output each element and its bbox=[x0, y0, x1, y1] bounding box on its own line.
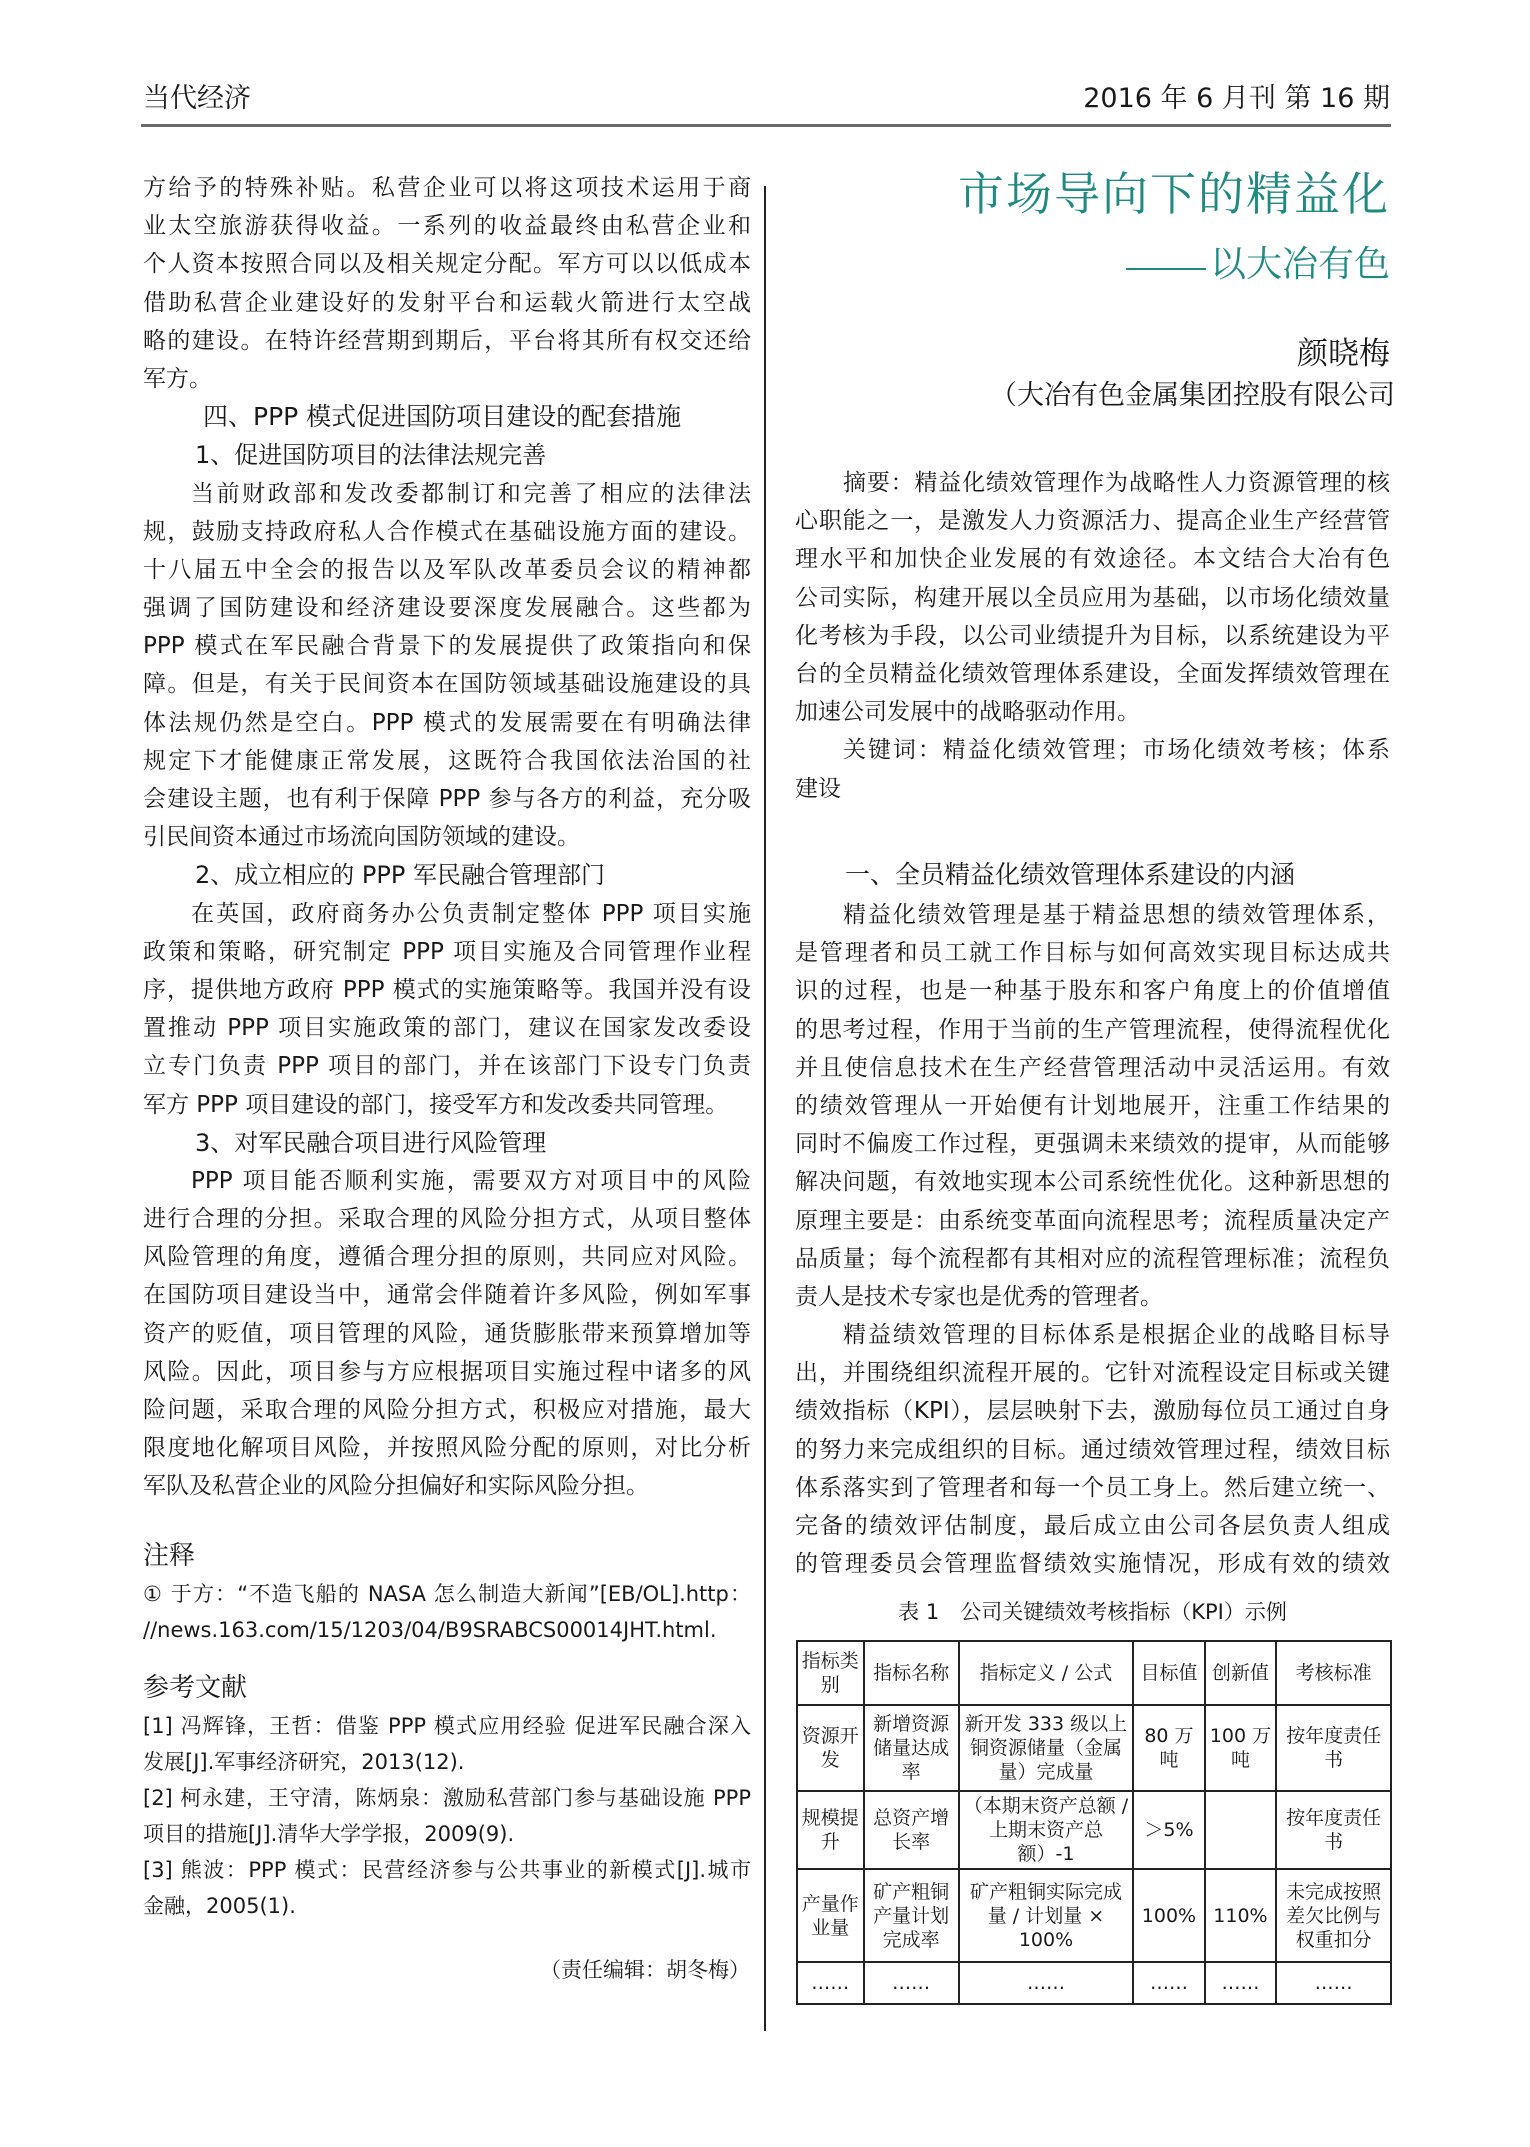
table-cell: 产量作业量 bbox=[797, 1869, 864, 1962]
text-line: 的努力来完成组织的目标。通过绩效管理过程，绩效目标 bbox=[795, 1436, 1390, 1463]
text-line: 方给予的特殊补贴。私营企业可以将这项技术运用于商 bbox=[143, 175, 751, 201]
text-line: 序，提供地方政府 PPP 模式的实施策略等。我国并没有设 bbox=[143, 976, 751, 1003]
text-line: 在国防项目建设当中，通常会伴随着许多风险，例如军事 bbox=[143, 1282, 751, 1309]
text-line: 品质量；每个流程都有其相对应的流程管理标准；流程负 bbox=[795, 1245, 1390, 1272]
table-cell: …… bbox=[1205, 1962, 1277, 2004]
table-cell: …… bbox=[1276, 1962, 1391, 2004]
table-cell: 110% bbox=[1205, 1869, 1277, 1962]
text-line: 的管理委员会管理监督绩效实施情况，形成有效的绩效 bbox=[795, 1551, 1390, 1578]
text-line: 风险。因此，项目参与方应根据项目实施过程中诸多的风 bbox=[143, 1358, 751, 1385]
text-line: 政策和策略，研究制定 PPP 项目实施及合同管理作业程 bbox=[143, 938, 751, 965]
text-line: 规定下才能健康正常发展，这既符合我国依法治国的社 bbox=[143, 747, 751, 774]
article-subtitle bbox=[1126, 236, 1390, 287]
text-line: 障。但是，有关于民间资本在国防领域基础设施建设的具 bbox=[143, 671, 751, 698]
table-cell: …… bbox=[864, 1962, 959, 2004]
table-cell: …… bbox=[1133, 1962, 1205, 2004]
text-line: 并且使信息技术在生产经营管理活动中灵活运用。有效 bbox=[795, 1054, 1390, 1081]
text-line: 绩效指标（KPI），层层映射下去，激励每位员工通过自身 bbox=[795, 1398, 1390, 1425]
table-cell: （本期末资产总额 / 上期末资产总额）-1 bbox=[959, 1791, 1133, 1869]
table-cell: 新增资源储量达成率 bbox=[864, 1705, 959, 1791]
issue-info: 2016 年 6 月刊 第 16 期 bbox=[1083, 83, 1390, 114]
text-line: 的思考过程，作用于当前的生产管理流程，使得流程优化 bbox=[795, 1016, 1390, 1043]
text-line: 十八届五中全会的报告以及军队改革委员会议的精神都 bbox=[143, 556, 751, 583]
text-line: 发展[J].军事经济研究，2013(12). bbox=[143, 1750, 465, 1774]
subsection-heading: 3、对军民融合项目进行风险管理 bbox=[195, 1128, 547, 1157]
text-line: 军方。 bbox=[143, 365, 212, 392]
text-line: 置推动 PPP 项目实施政策的部门，建议在国家发改委设 bbox=[143, 1015, 751, 1042]
left-column-text bbox=[143, 169, 751, 1506]
subsection-heading: 2、成立相应的 PPP 军民融合管理部门 bbox=[195, 861, 605, 890]
table-cell: 总资产增长率 bbox=[864, 1791, 959, 1869]
header-divider bbox=[141, 124, 1391, 127]
text-line: 出，并围绕组织流程开展的。它针对流程设定目标或关键 bbox=[795, 1360, 1390, 1387]
table-cell: 按年度责任书 bbox=[1276, 1705, 1391, 1791]
section-heading: 一、全员精益化绩效管理体系建设的内涵 bbox=[845, 860, 1296, 889]
section-body bbox=[795, 896, 1390, 1583]
text-line: 建设 bbox=[795, 775, 841, 802]
text-line: 同时不偏废工作过程，更强调未来绩效的提审，从而能够 bbox=[795, 1131, 1390, 1158]
text-line: 金融，2005(1). bbox=[143, 1894, 296, 1918]
subsection-heading: 1、促进国防项目的法律法规完善 bbox=[195, 441, 547, 470]
text-line: 化考核为手段，以公司业绩提升为目标，以系统建设为平 bbox=[795, 622, 1390, 649]
column-header: 创新值 bbox=[1205, 1641, 1277, 1705]
text-line: [3] 熊波：PPP 模式：民营经济参与公共事业的新模式[J].城市 bbox=[143, 1858, 751, 1882]
notes-list bbox=[143, 1576, 751, 1648]
text-line: 关键词：精益化绩效管理；市场化绩效考核；体系 bbox=[843, 737, 1390, 764]
text-line: 进行合理的分担。采取合理的风险分担方式，从项目整体 bbox=[143, 1206, 751, 1233]
text-line: 加速公司发展中的战略驱动作用。 bbox=[795, 699, 1140, 726]
table-row bbox=[797, 1962, 1391, 2004]
text-line: 引民间资本通过市场流向国防领域的建设。 bbox=[143, 824, 580, 851]
text-line: 识的过程，也是一种基于股东和客户角度上的价值增值 bbox=[795, 978, 1390, 1005]
notes-title: 注释 bbox=[143, 1541, 196, 1571]
table-row bbox=[797, 1791, 1391, 1869]
text-line: 会建设主题，也有利于保障 PPP 参与各方的利益，充分吸 bbox=[143, 786, 751, 812]
text-line: 规，鼓励支持政府私人合作模式在基础设施方面的建设。 bbox=[143, 518, 751, 545]
table-cell: 按年度责任书 bbox=[1276, 1791, 1391, 1869]
text-line: 当前财政部和发改委都制订和完善了相应的法律法 bbox=[191, 480, 751, 507]
text-line: [2] 柯永建，王守清，陈炳泉：激励私营部门参与基础设施 PPP bbox=[143, 1786, 751, 1810]
table-cell: 未完成按照差欠比例与权重扣分 bbox=[1276, 1869, 1391, 1962]
text-line: 台的全员精益化绩效管理体系建设，全面发挥绩效管理在 bbox=[795, 660, 1390, 687]
table-cell: 新开发 333 级以上铜资源储量（金属量）完成量 bbox=[959, 1705, 1133, 1791]
table-cell bbox=[1205, 1791, 1277, 1869]
text-line: 借助私营企业建设好的发射平台和运载火箭进行太空战 bbox=[143, 289, 751, 316]
text-line: 是管理者和员工就工作目标与如何高效实现目标达成共 bbox=[795, 940, 1390, 967]
text-line: 原理主要是：由系统变革面向流程思考；流程质量决定产 bbox=[795, 1207, 1390, 1234]
text-line: 立专门负责 PPP 项目的部门，并在该部门下设专门负责 bbox=[143, 1053, 751, 1080]
notes-and-references bbox=[143, 1536, 751, 1924]
table-cell: 80 万吨 bbox=[1133, 1705, 1205, 1791]
column-header: 目标值 bbox=[1133, 1641, 1205, 1705]
text-line: 摘要：精益化绩效管理作为战略性人力资源管理的核 bbox=[843, 470, 1390, 496]
text-line: 精益化绩效管理是基于精益思想的绩效管理体系， bbox=[843, 902, 1390, 928]
text-line: 资产的贬值，项目管理的风险，通货膨胀带来预算增加等 bbox=[143, 1320, 751, 1347]
references-list bbox=[143, 1708, 751, 1924]
text-line: 略的建设。在特许经营期到期后，平台将其所有权交还给 bbox=[143, 327, 751, 354]
table-cell: 100 万吨 bbox=[1205, 1705, 1277, 1791]
section-heading: 四、PPP 模式促进国防项目建设的配套措施 bbox=[203, 402, 682, 432]
text-line: 在英国，政府商务办公负责制定整体 PPP 项目实施 bbox=[191, 900, 751, 927]
article-title: 市场导向下的精益化 bbox=[958, 167, 1390, 221]
table-row bbox=[797, 1705, 1391, 1791]
text-line: 理水平和加快企业发展的有效途径。本文结合大冶有色 bbox=[795, 546, 1390, 573]
text-line: 完备的绩效评估制度，最后成立由公司各层负责人组成 bbox=[795, 1513, 1390, 1539]
author-name: 颜晓梅 bbox=[1297, 336, 1390, 372]
column-divider bbox=[764, 186, 766, 2031]
text-line: 体系落实到了管理者和每一个员工身上。然后建立统一、 bbox=[795, 1474, 1390, 1501]
table-cell: 资源开发 bbox=[797, 1705, 864, 1791]
text-line: PPP 项目能否顺利实施，需要双方对项目中的风险 bbox=[191, 1167, 751, 1194]
text-line: 项目的措施[J].清华大学学报，2009(9). bbox=[143, 1822, 515, 1846]
table-cell: 规模提升 bbox=[797, 1791, 864, 1869]
text-line: [1] 冯辉锋，王哲：借鉴 PPP 模式应用经验 促进军民融合深入 bbox=[143, 1714, 751, 1738]
text-line: PPP 模式在军民融合背景下的发展提供了政策指向和保 bbox=[143, 633, 751, 660]
text-line: 军方 PPP 项目建设的部门，接受军方和发改委共同管理。 bbox=[143, 1091, 729, 1118]
text-line: 公司实际，构建开展以全员应用为基础，以市场化绩效量 bbox=[795, 584, 1390, 611]
column-header: 指标类别 bbox=[797, 1641, 864, 1705]
text-line: 解决问题，有效地实现本公司系统性优化。这种新思想的 bbox=[795, 1169, 1390, 1196]
text-line: 精益绩效管理的目标体系是根据企业的战略目标导 bbox=[843, 1322, 1390, 1349]
text-line: 的绩效管理从一开始便有计划地展开，注重工作结果的 bbox=[795, 1092, 1390, 1119]
table-cell: ＞5% bbox=[1133, 1791, 1205, 1869]
subtitle-text: 以大冶有色 bbox=[1209, 244, 1390, 285]
author-affiliation: （大冶有色金属集团控股有限公司 bbox=[990, 380, 1395, 411]
abstract bbox=[795, 464, 1390, 808]
text-line: 业太空旅游获得收益。一系列的收益最终由私营企业和 bbox=[143, 213, 751, 240]
text-line: ① 于方：“不造飞船的 NASA 怎么制造大新闻”[EB/OL].http： bbox=[143, 1582, 751, 1606]
text-line: 心职能之一，是激发人力资源活力、提高企业生产经营管 bbox=[795, 508, 1390, 535]
column-header: 指标定义 / 公式 bbox=[959, 1641, 1133, 1705]
references-title: 参考文献 bbox=[143, 1673, 248, 1703]
table-cell: 矿产粗铜产量计划完成率 bbox=[864, 1869, 959, 1962]
text-line: 责人是技术专家也是优秀的管理者。 bbox=[795, 1283, 1163, 1310]
text-line: 强调了国防建设和经济建设要深度发展融合。这些都为 bbox=[143, 595, 751, 622]
journal-name: 当代经济 bbox=[143, 83, 251, 114]
text-line: 险问题，采取合理的风险分担方式，积极应对措施，最大 bbox=[143, 1397, 751, 1423]
text-line: 风险管理的角度，遵循合理分担的原则，共同应对风险。 bbox=[143, 1244, 751, 1271]
table-cell: …… bbox=[959, 1962, 1133, 2004]
text-line: 个人资本按照合同以及相关规定分配。军方可以以低成本 bbox=[143, 251, 751, 278]
column-header: 考核标准 bbox=[1276, 1641, 1391, 1705]
table-header-row bbox=[797, 1641, 1391, 1705]
table-caption: 表 1 公司关键绩效考核指标（KPI）示例 bbox=[898, 1600, 1287, 1624]
column-header: 指标名称 bbox=[864, 1641, 959, 1705]
text-line: //news.163.com/15/1203/04/B9SRABCS00014JHT.html. bbox=[143, 1618, 717, 1642]
text-line: 限度地化解项目风险，并按照风险分配的原则，对比分析 bbox=[143, 1435, 751, 1462]
text-line: 军队及私营企业的风险分担偏好和实际风险分担。 bbox=[143, 1473, 649, 1500]
table-cell: 矿产粗铜实际完成量 / 计划量 × 100% bbox=[959, 1869, 1133, 1962]
table-row bbox=[797, 1869, 1391, 1962]
table-cell: …… bbox=[797, 1962, 864, 2004]
text-line: 体法规仍然是空白。PPP 模式的发展需要在有明确法律 bbox=[143, 709, 751, 736]
table-cell: 100% bbox=[1133, 1869, 1205, 1962]
subtitle-dash bbox=[1126, 268, 1206, 270]
kpi-table bbox=[796, 1640, 1392, 2005]
responsible-editor: （责任编辑：胡冬梅） bbox=[540, 1958, 750, 1982]
